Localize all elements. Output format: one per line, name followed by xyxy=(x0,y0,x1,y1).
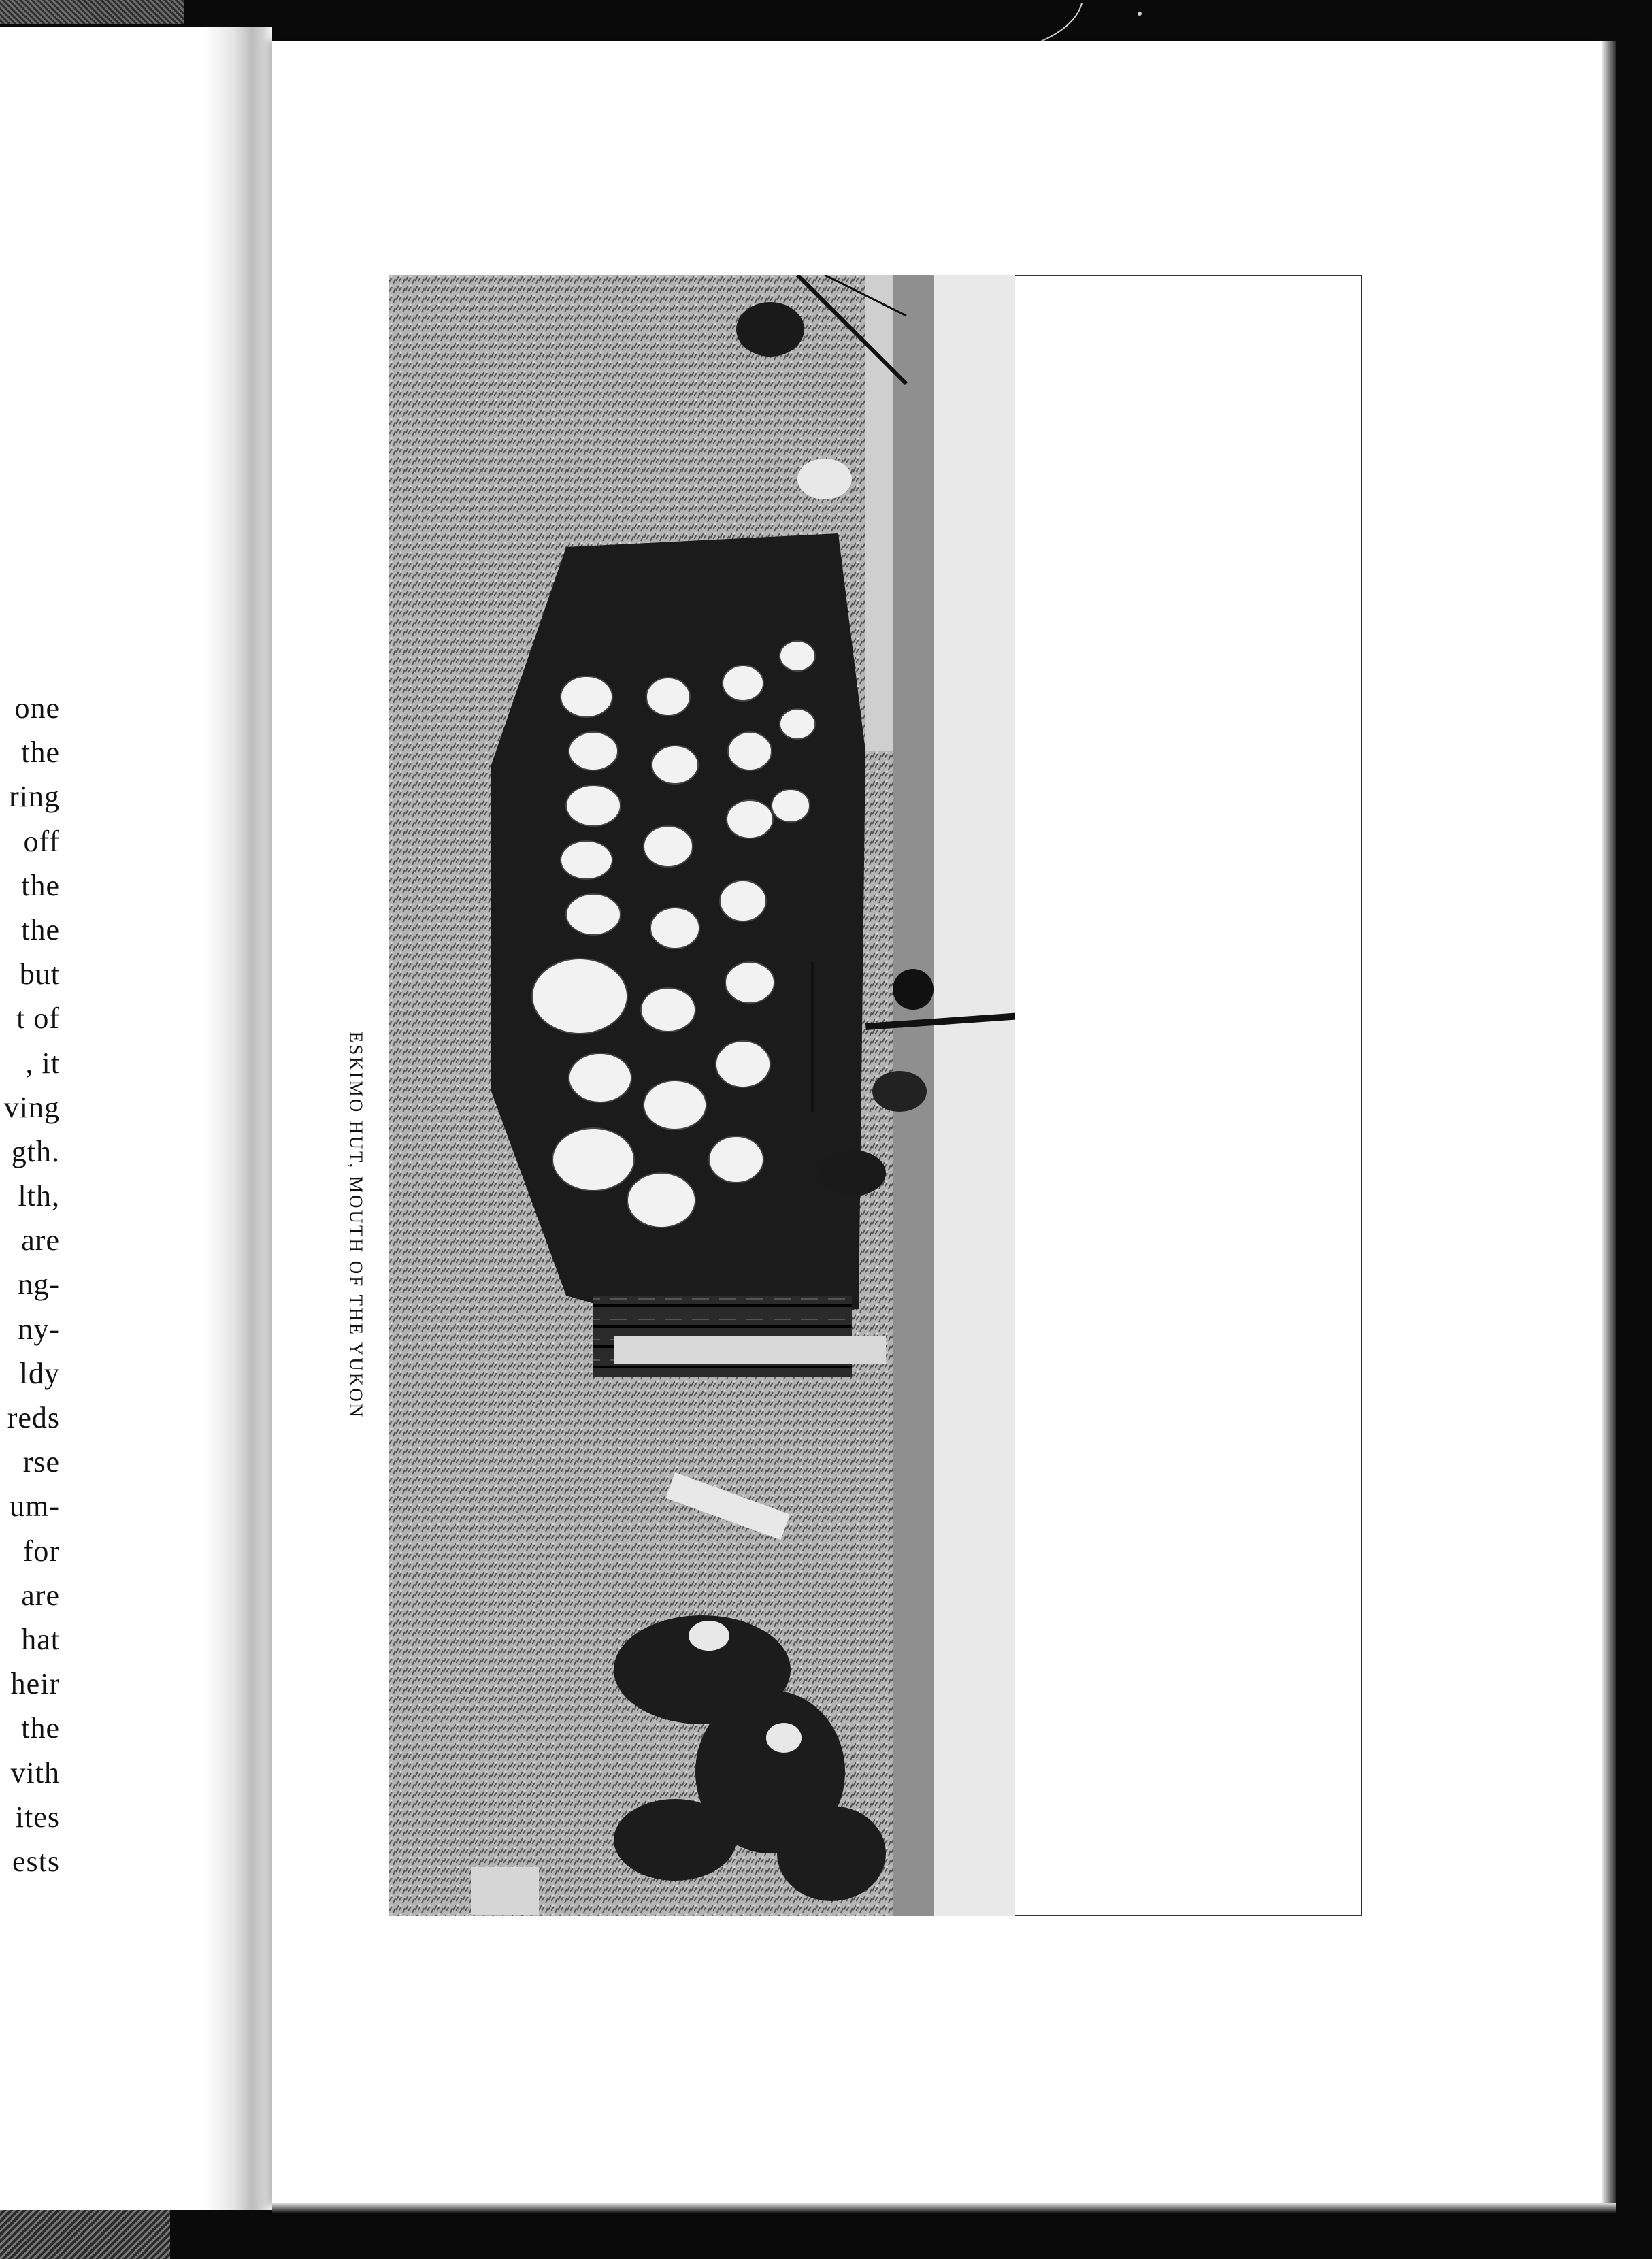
cloth-binding-top xyxy=(0,0,184,24)
plate-caption-text: ESKIMO HUT, MOUTH OF THE YUKON xyxy=(346,1031,367,1419)
left-page-text-line: but xyxy=(19,957,60,991)
left-page-text-line: ng- xyxy=(18,1268,60,1302)
left-page-text-line: heir xyxy=(10,1667,60,1701)
left-page-text-line: vith xyxy=(10,1755,60,1790)
left-page-text-line: ests xyxy=(12,1844,60,1878)
plate-caption xyxy=(332,1031,380,1419)
left-page xyxy=(0,27,272,2210)
left-page-text-line: are xyxy=(21,1578,60,1612)
left-page-text-line: t of xyxy=(16,1002,60,1036)
left-page-text-line: ny- xyxy=(18,1312,60,1346)
left-page-text-line: hat xyxy=(21,1622,60,1656)
left-page-text-line: rse xyxy=(22,1445,60,1479)
page-bottom-edge xyxy=(272,2203,1616,2213)
left-page-text-line: the xyxy=(21,912,60,946)
plate-photograph xyxy=(389,275,1015,1916)
eskimo-hut-photo-image xyxy=(389,275,1015,1916)
left-page-text-line: ites xyxy=(15,1800,60,1834)
left-page-text-line: one xyxy=(14,691,60,725)
left-page-text-line: ving xyxy=(3,1090,60,1124)
cloth-binding-bottom xyxy=(0,2210,170,2259)
left-page-text-line: gth. xyxy=(11,1134,60,1168)
left-page-text-line: reds xyxy=(7,1401,60,1434)
left-page-text-column xyxy=(0,686,60,1883)
left-page-text-line: are xyxy=(21,1223,60,1257)
left-page-text-line: the xyxy=(21,1711,60,1745)
left-page-text-line: lth, xyxy=(18,1179,60,1213)
left-page-text-line: ring xyxy=(9,780,60,814)
left-page-text-line: um- xyxy=(10,1489,60,1523)
left-page-text-line: for xyxy=(22,1534,60,1568)
left-page-text-line: the xyxy=(21,736,60,770)
left-page-text-line: the xyxy=(21,868,60,902)
left-page-text-line: off xyxy=(23,824,60,858)
left-page-text-line: ldy xyxy=(19,1356,60,1390)
left-page-text-line: , it xyxy=(25,1046,60,1080)
right-page-edge xyxy=(1602,41,1616,2205)
